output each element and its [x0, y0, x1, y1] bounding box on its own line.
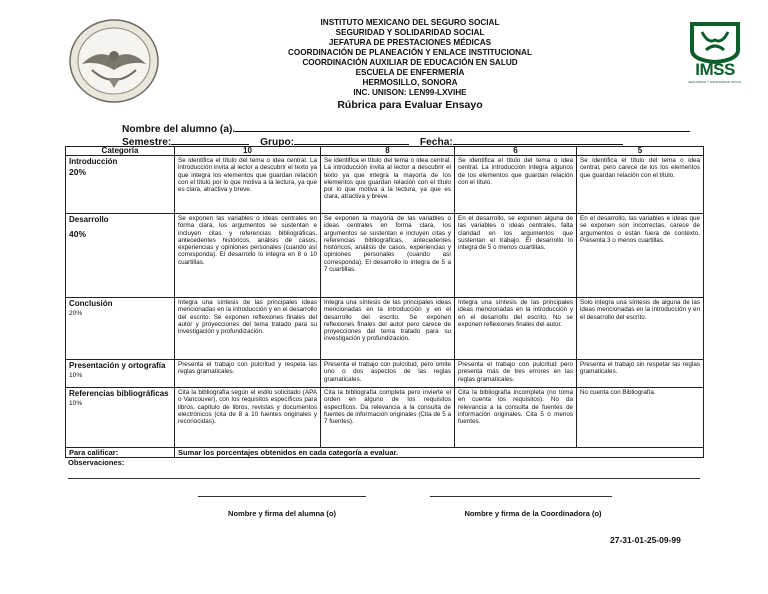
criteria-cell: Presenta el trabajo con pulcritud y respeta las reglas gramaticales.	[175, 360, 321, 388]
coordinator-signature-line[interactable]	[430, 496, 612, 497]
grading-label: Para calificar:	[66, 448, 175, 458]
category-weight: 10%	[69, 400, 83, 407]
category-cell	[66, 298, 175, 360]
rubric-table	[65, 146, 704, 458]
category-cell	[66, 360, 175, 388]
criteria-cell: Solo integra una síntesis de alguna de las ideas mencionadas en la introducción y en el desarrollo del escrito.	[577, 298, 704, 360]
date-blank[interactable]	[453, 134, 623, 145]
category-name: Desarrollo	[69, 215, 109, 224]
semester-blank[interactable]	[171, 134, 249, 145]
university-seal-logo	[68, 18, 160, 104]
student-signature-line[interactable]	[198, 496, 366, 497]
header-line: INC. UNISON: LEN99-LXVIHE	[353, 88, 467, 97]
header-line: HERMOSILLO, SONORA	[362, 78, 458, 87]
student-name-field	[122, 121, 690, 135]
table-row	[66, 360, 704, 388]
student-name-blank[interactable]	[235, 121, 690, 132]
criteria-cell: Presenta el trabajo sin respetar las reglas gramaticales.	[577, 360, 704, 388]
table-row	[66, 214, 704, 298]
document-code: 27-31-01-25-09-99	[610, 535, 681, 545]
criteria-cell: Se identifica el título del tema o idea central. La introducción invita al lector a descubrir el texto ya que integra los elementos que guardan relación con el título por lo que motiva a la lectura, ya que es clara, atractiva y breve.	[175, 156, 321, 214]
observations-label: Observaciones:	[68, 458, 125, 467]
criteria-cell: Se identifica el título del tema o idea central, pero carece de los los elementos que guardan relación con el título.	[577, 156, 704, 214]
document-header	[250, 18, 570, 112]
header-line: COORDINACIÓN DE PLANEACIÓN Y ENLACE INSTITUCIONAL	[288, 48, 532, 57]
criteria-cell: Integra una síntesis de las principales ideas mencionadas en la introducción y en el desarrollo del escrito. No se exponen reflexiones finales del autor.	[455, 298, 577, 360]
grading-instructions: Sumar los porcentajes obtenidos en cada categoría a evaluar.	[175, 448, 704, 458]
criteria-cell: No cuenta con Bibliografía.	[577, 388, 704, 448]
header-line: SEGURIDAD Y SOLIDARIDAD SOCIAL	[335, 28, 485, 37]
category-cell	[66, 156, 175, 214]
criteria-cell: En el desarrollo, se exponen alguna de las variables o ideas centrales, falta claridad en los argumentos que sustentan el trabajo. El desarrollo lo integra de 5 o menos cuartillas.	[455, 214, 577, 298]
student-signature-label: Nombre y firma del alumna (o)	[228, 509, 336, 518]
criteria-cell: Integra una síntesis de las principales ideas mencionadas en la introducción y en el desarrollo del escrito. Se exponen reflexiones finales del autor y proyecciones del tema tratado para su investigación y profundización.	[175, 298, 321, 360]
criteria-cell: Se identifica el título del tema o idea central. La introducción invita al lector a descubrir el texto ya que integra la mayoría de los elementos que guardan relación con el título por lo que motiva a la lectura, ya que es clara, atractiva y breve.	[321, 156, 455, 214]
criteria-cell: Presenta el trabajo con pulcritud pero presenta más de tres errores en las reglas gramaticales.	[455, 360, 577, 388]
header-line: COORDINACIÓN AUXILIAR DE EDUCACIÓN EN SALUD	[302, 58, 518, 67]
date-label: Fecha:	[419, 137, 453, 148]
header-line: ESCUELA DE ENFERMERÍA	[355, 68, 465, 77]
imss-logo-subtitle: SEGURIDAD Y SOLIDARIDAD SOCIAL	[688, 80, 742, 84]
group-label: Grupo:	[260, 137, 295, 148]
criteria-cell: En el desarrollo, las variables e ideas que se exponen son incorrectas, carece de argumentos o están fuera de contexto. Presenta 3 o menos cuartillas.	[577, 214, 704, 298]
document-title: Rúbrica para Evaluar Ensayo	[337, 99, 483, 111]
category-weight: 40%	[69, 229, 87, 239]
table-row	[66, 156, 704, 214]
observations-line[interactable]	[68, 478, 700, 479]
student-name-label: Nombre del alumno (a).	[122, 124, 236, 135]
table-row	[66, 298, 704, 360]
header-cell-score: 6	[455, 147, 577, 156]
table-header-row	[66, 147, 704, 156]
criteria-cell: Se exponen las variables o ideas centrales en forma clara, los argumentos se sustentan e incluyen citas y referencias bibliográficas, antecedentes históricos, análisis de casos, experiencias y opiniones personales (cuando así corresponda). El desarrollo lo integra en 8 o 10 cuartillas.	[175, 214, 321, 298]
imss-logo-text: IMSS	[695, 60, 735, 79]
criteria-cell: Cita la bibliografía incompleta (no toma en cuenta los requisitos). No da relevancia a la consulta de fuentes de información originales. Cita 5 o menos fuentes.	[455, 388, 577, 448]
coordinator-signature-label: Nombre y firma de la Coordinadora (o)	[464, 509, 602, 518]
category-weight: 10%	[69, 372, 83, 379]
header-cell-category: Categoría	[66, 147, 175, 156]
grading-row	[66, 448, 704, 458]
criteria-cell: Integra una síntesis de las principales ideas mencionadas en la introducción y en el desarrollo del escrito. Se exponen reflexiones finales del autor pero carece de proyecciones del tema tratado para su investigación y profundización.	[321, 298, 455, 360]
category-weight: 20%	[69, 167, 87, 177]
category-cell	[66, 388, 175, 448]
category-weight: 20%	[69, 310, 83, 317]
criteria-cell: Cita la bibliografía según el estilo solicitado (APA o Vancouver), con los requisitos específicos para libros, capítulo de libros, revistas y documentos electrónicos (cita de 8 a 10 fuentes originales y reconocidas).	[175, 388, 321, 448]
header-cell-score: 10	[175, 147, 321, 156]
group-blank[interactable]	[294, 134, 409, 145]
category-name: Conclusión	[69, 299, 113, 308]
criteria-cell: Cita la bibliografía completa pero invierte el orden en alguno de los requisitos específicos. Da relevancia a la consulta de fuentes de información originales (Cita de 5 a 7 fuentes).	[321, 388, 455, 448]
header-cell-score: 8	[321, 147, 455, 156]
criteria-cell: Presenta el trabajo con pulcritud, pero omite uno o dos aspectos de las reglas gramaticales.	[321, 360, 455, 388]
criteria-cell: Se identifica el título del tema o idea central. La introducción integra algunos de los elementos que guardan relación con el título.	[455, 156, 577, 214]
category-name: Referencias bibliográficas	[69, 389, 169, 398]
category-name: Introducción	[69, 157, 118, 166]
header-line: INSTITUTO MEXICANO DEL SEGURO SOCIAL	[320, 18, 500, 27]
header-line: JEFATURA DE PRESTACIONES MÉDICAS	[328, 38, 492, 47]
table-row	[66, 388, 704, 448]
semester-label: Semestre:	[122, 137, 172, 148]
category-name: Presentación y ortografía	[69, 361, 166, 370]
header-cell-score: 5	[577, 147, 704, 156]
category-cell	[66, 214, 175, 298]
criteria-cell: Se exponen la mayoría de las variables o ideas centrales en forma clara, los argumentos se sustentan e incluyen citas y referencias bibliográficas, antecedentes históricos, análisis de casos, experiencias y opiniones personales (cuando así corresponda). El desarrollo lo integra de 5 a 7 cuartillas.	[321, 214, 455, 298]
